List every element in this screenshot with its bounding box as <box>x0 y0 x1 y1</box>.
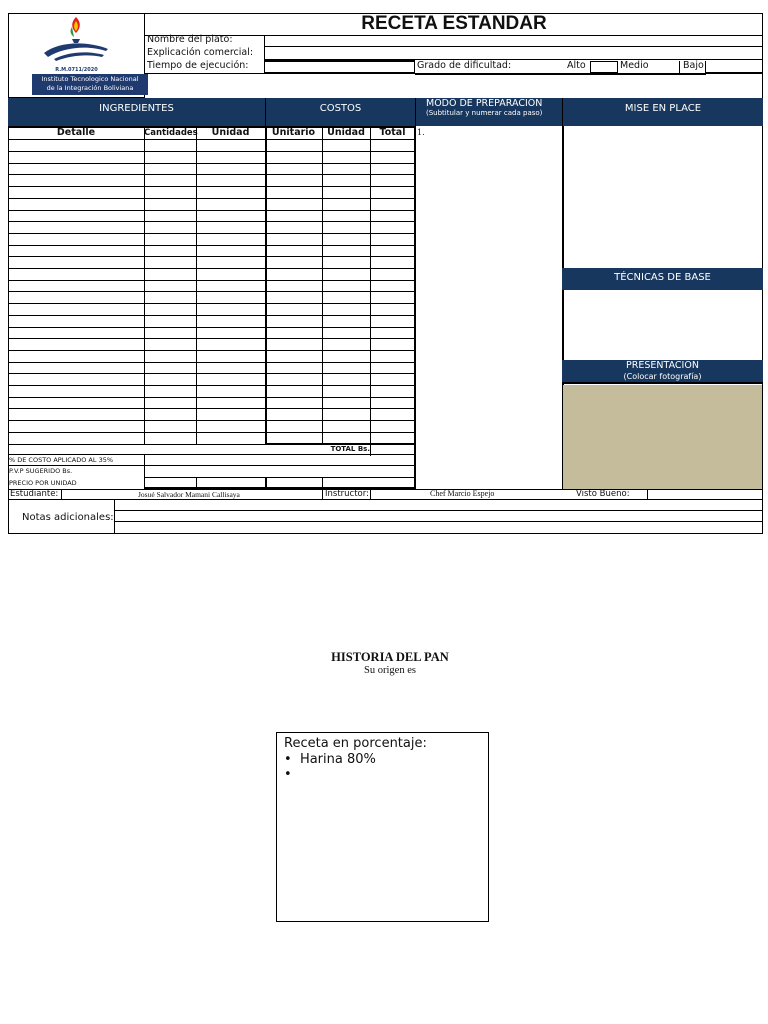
ingredient-row[interactable] <box>8 386 415 398</box>
ingredient-row[interactable] <box>8 152 415 164</box>
instructor-label: Instructor: <box>322 488 369 499</box>
col-unidad: Unidad <box>211 127 250 138</box>
presentacion-subtitle: (Colocar fotografía) <box>623 372 702 381</box>
bajo-box[interactable] <box>705 61 763 73</box>
history-subtitle: Su origen es <box>364 665 416 676</box>
institution-name-line1: Instituto Tecnologico Nacional <box>41 75 139 83</box>
col-cantidades: Cantidades <box>144 128 198 138</box>
alto-box[interactable] <box>590 61 618 73</box>
estudiante-label: Estudiante: <box>10 489 59 499</box>
col-unitario: Unitario <box>271 127 316 138</box>
ingredient-row[interactable] <box>8 316 415 328</box>
presentacion-header <box>562 360 763 384</box>
mise-area[interactable] <box>563 126 763 268</box>
total-bs-label: TOTAL Bs. <box>330 445 370 453</box>
costo-aplicado-label: % DE COSTO APLICADO AL 35% <box>9 456 114 464</box>
institution-date: R.M.0711/2020 <box>55 67 98 73</box>
bullet-icon: • <box>284 767 292 782</box>
institution-banner <box>32 74 148 95</box>
tiempo-input[interactable] <box>264 60 415 73</box>
notas-line-1[interactable] <box>114 500 763 511</box>
grado-label: Grado de dificultad: <box>417 60 512 71</box>
modo-subtitle: (Subtitular y numerar cada paso) <box>426 109 543 117</box>
instructor-value: Chef Marcio Espejo <box>430 489 495 498</box>
percent-item-1 <box>284 752 481 767</box>
bajo-label: Bajo <box>683 60 704 71</box>
presentacion-title: PRESENTACIÓN <box>626 360 699 371</box>
pvp-input[interactable] <box>144 466 415 478</box>
tiempo-label: Tiempo de ejecución: <box>147 60 249 71</box>
percent-item-2 <box>284 767 481 782</box>
presentacion-photo[interactable] <box>563 385 762 490</box>
tecnicas-area[interactable] <box>563 290 763 360</box>
medio-box[interactable] <box>650 61 680 73</box>
ingredient-row[interactable] <box>8 222 415 234</box>
ingredient-row[interactable] <box>8 339 415 351</box>
ingredient-row[interactable] <box>8 245 415 257</box>
history-title: HISTORIA DEL PAN <box>331 650 449 664</box>
ingredient-row[interactable] <box>8 327 415 339</box>
nombre-input[interactable] <box>264 36 763 47</box>
costos-header: COSTOS <box>265 98 415 126</box>
tecnicas-header: TÉCNICAS DE BASE <box>562 268 763 290</box>
ingredient-row[interactable] <box>8 269 415 281</box>
ingredient-row[interactable] <box>8 140 415 152</box>
ingredient-row[interactable] <box>8 362 415 374</box>
explicacion-label: Explicación comercial: <box>147 47 254 58</box>
precio-unidad-cells[interactable] <box>144 478 415 489</box>
notas-label: Notas adicionales: <box>22 512 114 523</box>
ingredient-row[interactable] <box>8 421 415 433</box>
institution-name-line2: de la Integración Boliviana <box>46 84 134 92</box>
modo-title: MODO DE PREPARACIÓN <box>426 98 543 109</box>
col-unidad-costo: Unidad <box>327 127 365 138</box>
nombre-label: Nombre del plato: <box>147 34 233 45</box>
col-total: Total <box>379 127 406 138</box>
ingredient-row[interactable] <box>8 163 415 175</box>
visto-bueno-label: Visto Bueno: <box>576 489 630 499</box>
percent-box[interactable] <box>276 732 489 922</box>
percent-box-title: Receta en porcentaje: <box>284 736 427 751</box>
visto-bueno-field[interactable] <box>647 489 763 500</box>
notas-line-2[interactable] <box>114 511 763 522</box>
precio-unidad-label: PRECIO POR UNIDAD <box>9 479 77 487</box>
ingredientes-header: INGREDIENTES <box>8 98 265 126</box>
explicacion-input[interactable] <box>264 47 763 60</box>
institution-logo-icon <box>36 13 116 67</box>
ingredient-row[interactable] <box>8 351 415 363</box>
col-detalle: Detalle <box>56 127 96 138</box>
ingredient-row[interactable] <box>8 280 415 292</box>
ingredient-row[interactable] <box>8 257 415 269</box>
bullet-icon: • <box>284 752 300 767</box>
ingredient-row[interactable] <box>8 292 415 304</box>
costo-aplicado-input[interactable] <box>144 454 415 466</box>
form-title: RECETA ESTANDAR <box>361 13 547 34</box>
ingredient-row[interactable] <box>8 175 415 187</box>
modo-step-1[interactable]: 1. <box>417 128 425 137</box>
mise-header: MISE EN PLACE <box>562 98 763 126</box>
ingredient-row[interactable] <box>8 187 415 199</box>
medio-label: Medio <box>620 60 649 71</box>
modo-header <box>415 98 562 126</box>
alto-label: Alto <box>567 60 586 71</box>
ingredient-row[interactable] <box>8 234 415 246</box>
ingredient-row[interactable] <box>8 397 415 409</box>
ingredient-row[interactable] <box>8 409 415 421</box>
ingredient-row[interactable] <box>8 210 415 222</box>
logo-cell <box>8 13 145 98</box>
ingredient-row[interactable] <box>8 374 415 386</box>
ingredient-row[interactable] <box>8 304 415 316</box>
pvp-label: P.V.P SUGERIDO Bs. <box>9 467 73 475</box>
percent-item-1-text: Harina 80% <box>299 752 376 767</box>
estudiante-value: Josué Salvador Mamani Callisaya <box>138 490 240 499</box>
ingredient-row[interactable] <box>8 199 415 211</box>
